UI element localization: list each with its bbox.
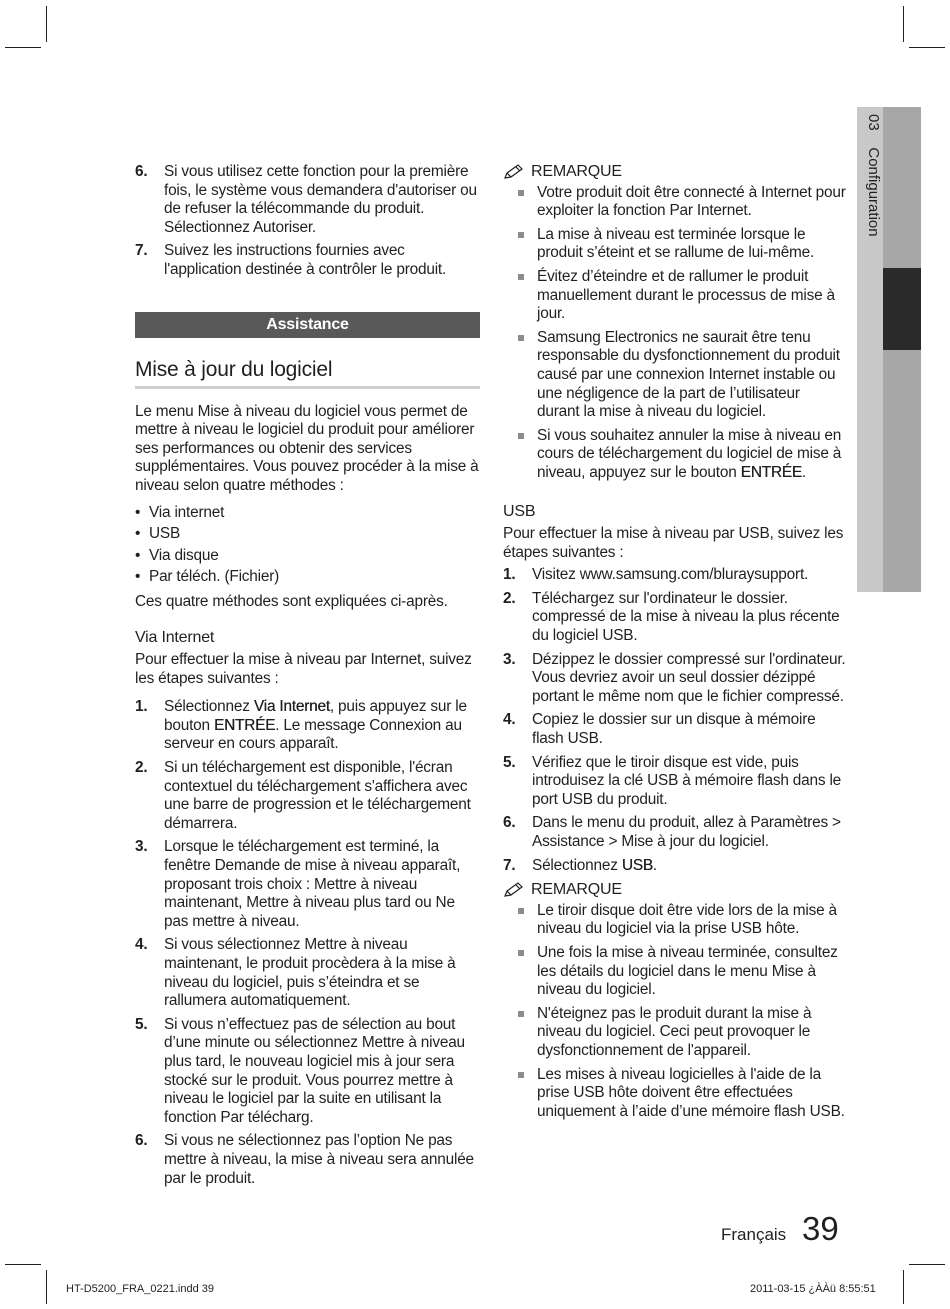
via-internet-intro: Pour effectuer la mise à niveau par Internet, suivez les étapes suivantes : bbox=[135, 651, 472, 687]
note-title: REMARQUE bbox=[503, 163, 846, 182]
right-column bbox=[503, 163, 846, 1126]
list-item: • Via internet bbox=[135, 504, 480, 523]
list-item: 7. Sélectionnez USB. bbox=[503, 856, 657, 874]
list-item: 5. Si vous n’effectuez pas de sélection au bout d’une minute ou sélectionnez Mettre à niveau plus tard, le nouveau logiciel mis à jour sera stocké sur le produit. Vous pourrez mettre à niveau le logiciel par la suite en utilisant la fonction Par télécharg. bbox=[135, 1015, 465, 1126]
list-item: 2. Si un téléchargement est disponible, l'écran contextuel du téléchargement s'affichera avec une barre de progression et le téléchargement démarrera. bbox=[135, 759, 471, 832]
crop-mark bbox=[909, 1264, 945, 1265]
pencil-icon bbox=[503, 882, 525, 898]
left-column bbox=[135, 163, 480, 1193]
note-title: REMARQUE bbox=[503, 881, 846, 900]
crop-mark bbox=[903, 6, 904, 42]
list-item: • Via disque bbox=[135, 547, 480, 566]
list-item: 2. Téléchargez sur l'ordinateur le dossier. compressé de la mise à niveau la plus récente du logiciel USB. bbox=[503, 589, 840, 645]
usb-steps bbox=[503, 566, 846, 875]
slug-date: 2011-03-15 ¿ÀÀü 8:55:51 bbox=[750, 1283, 876, 1295]
list-item: 1. Visitez www.samsung.com/bluraysupport. bbox=[503, 566, 809, 584]
list-item: 4. Copiez le dossier sur un disque à mémoire flash USB. bbox=[503, 711, 816, 748]
crop-mark bbox=[903, 1270, 904, 1304]
note-list bbox=[503, 902, 846, 1122]
list-item: 3. Lorsque le téléchargement est terminé, la fenêtre Demande de mise à niveau apparaît, proposant trois choix : Mettre à niveau maintenant, Mettre à niveau plus tard ou Ne pas mettre à niveau. bbox=[135, 838, 461, 930]
page-number: 39 bbox=[802, 1210, 839, 1247]
intro-paragraph: Le menu Mise à niveau du logiciel vous permet de mettre à niveau le logiciel du produit pour améliorer ses performances ou obtenir des services supplémentaires. Vous pouvez procéder à la mise à niveau selon quatre méthodes : bbox=[135, 402, 479, 494]
page-heading: Mise à jour du logiciel bbox=[135, 357, 480, 389]
list-item: Si vous souhaitez annuler la mise à niveau en cours de téléchargement du logiciel de mise à niveau, appuyez sur le bouton ENTRÉE. bbox=[503, 427, 846, 483]
methods-list bbox=[135, 504, 480, 587]
via-internet-heading: Via Internet bbox=[135, 628, 215, 646]
list-item: Samsung Electronics ne saurait être tenu responsable du dysfonctionnement du produit causé par une connexion Internet instable ou une négligence de la part de l’utilisateur durant la mise à niveau du logiciel. bbox=[503, 329, 846, 422]
crop-mark bbox=[909, 47, 945, 48]
list-item: Évitez d’éteindre et de rallumer le produit manuellement durant le processus de mise à jour. bbox=[503, 268, 846, 324]
list-item: La mise à niveau est terminée lorsque le produit s’éteint et se rallume de lui-même. bbox=[503, 226, 846, 263]
side-tab-marker bbox=[883, 268, 921, 350]
list-item: 6. Dans le menu du produit, allez à Paramètres > Assistance > Mise à jour du logiciel. bbox=[503, 814, 841, 850]
crop-mark bbox=[46, 6, 47, 42]
list-item: • Par téléch. (Fichier) bbox=[135, 568, 480, 587]
usb-intro: Pour effectuer la mise à niveau par USB, suivez les étapes suivantes : bbox=[503, 525, 844, 561]
list-item: Le tiroir disque doit être vide lors de la mise à niveau du logiciel via la prise USB hôte. bbox=[503, 902, 846, 939]
chapter-title: Configuration bbox=[865, 147, 882, 237]
usb-heading: USB bbox=[503, 502, 536, 520]
list-item: Les mises à niveau logicielles à l'aide de la prise USB hôte doivent être effectuées uniquement à l’aide d’une mémoire flash USB. bbox=[503, 1066, 846, 1122]
list-item: 1. Sélectionnez Via Internet, puis appuyez sur le bouton ENTRÉE. Le message Connexion au serveur en cours apparaît. bbox=[135, 698, 467, 753]
list-item: 5. Vérifiez que le tiroir disque est vide, puis introduisez la clé USB à mémoire flash dans le port USB du produit. bbox=[503, 753, 842, 808]
crop-mark bbox=[5, 1264, 41, 1265]
list-item: 7. Suivez les instructions fournies avec l'application destinée à contrôler le produit. bbox=[135, 242, 447, 278]
chapter-number: 03 bbox=[865, 114, 882, 131]
side-tab-label bbox=[865, 114, 882, 237]
pencil-icon bbox=[503, 164, 525, 180]
crop-mark bbox=[46, 1270, 47, 1304]
list-item: • USB bbox=[135, 525, 480, 544]
intro-steps bbox=[135, 163, 480, 280]
slug-file: HT-D5200_FRA_0221.indd 39 bbox=[66, 1283, 214, 1295]
section-bar: Assistance bbox=[135, 312, 480, 338]
methods-note: Ces quatre méthodes sont expliquées ci-après. bbox=[135, 592, 448, 610]
crop-mark bbox=[5, 47, 41, 48]
via-internet-steps bbox=[135, 698, 480, 1188]
list-item: Une fois la mise à niveau terminée, consultez les détails du logiciel dans le menu Mise à niveau du logiciel. bbox=[503, 944, 846, 1000]
list-item: 6. Si vous utilisez cette fonction pour la première fois, le système vous demandera d'autoriser ou de refuser la télécommande du produit. Sélectionnez Autoriser. bbox=[135, 163, 477, 236]
list-item: 3. Dézippez le dossier compressé sur l'ordinateur. Vous devriez avoir un seul dossier dézippé portant le même nom que le fichier compressé. bbox=[503, 650, 846, 705]
list-item: N'éteignez pas le produit durant la mise à niveau du logiciel. Ceci peut provoquer le dysfonctionnement de l'appareil. bbox=[503, 1005, 846, 1061]
list-item: Votre produit doit être connecté à Internet pour exploiter la fonction Par Internet. bbox=[503, 184, 846, 221]
footer-language: Français bbox=[721, 1225, 787, 1244]
note-list bbox=[503, 184, 846, 483]
list-item: 6. Si vous ne sélectionnez pas l’option Ne pas mettre à niveau, la mise à niveau sera annulée par le produit. bbox=[135, 1132, 474, 1187]
list-item: 4. Si vous sélectionnez Mettre à niveau maintenant, le produit procèdera à la mise à niveau du logiciel, puis s’éteindra et se rallumera automatiquement. bbox=[135, 936, 456, 1010]
